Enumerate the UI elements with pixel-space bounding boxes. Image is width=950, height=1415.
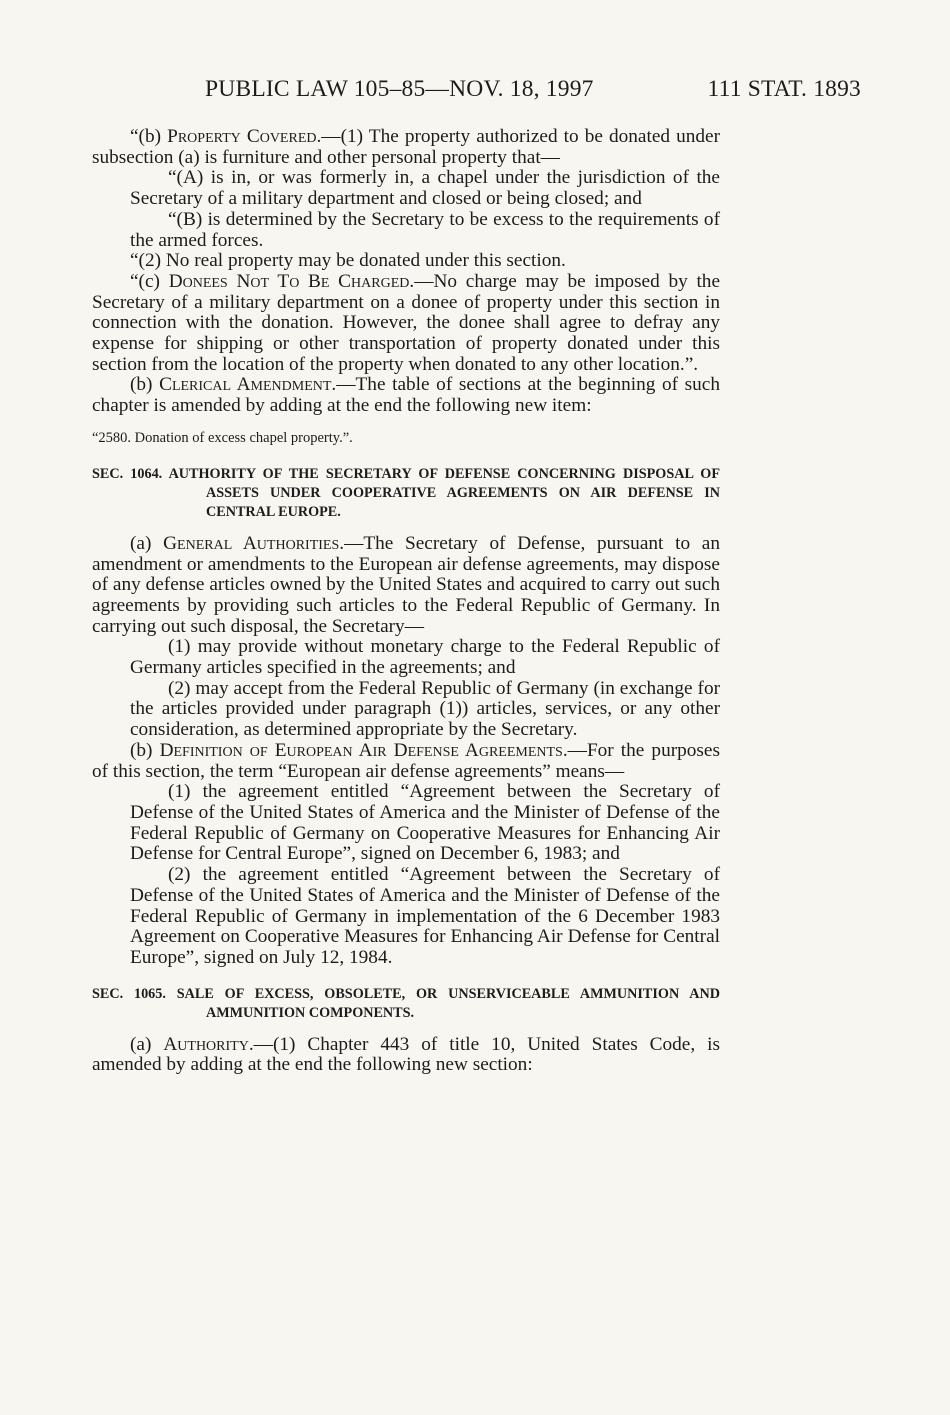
subsection-heading: Definition of European Air Defense Agreements <box>159 739 563 761</box>
paragraph-1064-b1: (1) the agreement entitled “Agreement between the Secretary of Defense of the United States of America and the Minister of Defense of the Federal Republic of Germany on Cooperative Measures for Enhancing Air Defense for Central Europe”, signed on December 6, 1983; and <box>130 781 720 865</box>
paragraph-clerical-amendment: (b) Clerical Amendment.—The table of sections at the beginning of such chapter is amended by adding at the end the following new item: <box>92 374 721 417</box>
paragraph-donees-not-charged: “(c) Donees Not To Be Charged.—No charge may be imposed by the Secretary of a military department on a donee of property under this section in connection with the donation. However, the donee shall agree to defray any expense for shipping or other transportation of property donated under this section from the location of the property when donated to any other location.”. <box>92 270 721 375</box>
section-1065-heading: SEC. 1065. SALE OF EXCESS, OBSOLETE, OR UNSERVICEABLE AMMUNITION AND AMMUNITION COMPONENTS. <box>92 985 720 1021</box>
paragraph-authority: (a) Authority.—(1) Chapter 443 of title 10, United States Code, is amended by adding at the end the following new section: <box>92 1033 720 1076</box>
subsection-heading: Clerical Amendment <box>159 374 332 396</box>
paragraph-general-authorities: (a) General Authorities.—The Secretary of Defense, pursuant to an amendment or amendments to the European air defense agreements, may dispose of any defense articles owned by the United States and acquired to carry out such agreements by providing such articles to the Federal Republic of Germany. In carrying out such disposal, the Secretary— <box>92 532 720 637</box>
paragraph-definition: (b) Definition of European Air Defense Agreements.—For the purposes of this section, the term “European air defense agreements” means— <box>92 739 720 782</box>
running-header <box>205 76 861 106</box>
paragraph-no-real-property: “(2) No real property may be donated under this section. <box>130 250 566 272</box>
statute-page-number: 111 STAT. 1893 <box>707 76 861 102</box>
section-1064-heading: SEC. 1064. AUTHORITY OF THE SECRETARY OF DEFENSE CONCERNING DISPOSAL OF ASSETS UNDER COOPERATIVE AGREEMENTS ON AIR DEFENSE IN CENTRAL EUROPE. <box>92 465 720 520</box>
document-body <box>92 127 720 1076</box>
subsection-heading: Donees Not To Be Charged <box>168 270 410 292</box>
paragraph-clause-a: “(A) is in, or was formerly in, a chapel under the jurisdiction of the Secretary of a military department and closed or being closed; and <box>130 167 720 210</box>
subsection-heading: Authority <box>163 1033 249 1055</box>
paragraph-1064-b2: (2) the agreement entitled “Agreement between the Secretary of Defense of the United States of America and the Minister of Defense of the Federal Republic of Germany in implementation of the 6 December 1983 Agreement on Cooperative Measures for Enhancing Air Defense for Central Europe”, signed on July 12, 1984. <box>130 864 720 968</box>
paragraph-1064-a2: (2) may accept from the Federal Republic of Germany (in exchange for the articles provided under paragraph (1)) articles, services, or any other consideration, as determined appropriate by the Secretary. <box>130 677 720 741</box>
subsection-heading: Property Covered <box>167 126 317 147</box>
paragraph-1064-a1: (1) may provide without monetary charge to the Federal Republic of Germany articles specified in the agreements; and <box>130 636 720 679</box>
paragraph-clause-b: “(B) is determined by the Secretary to be excess to the requirements of the armed forces. <box>130 208 720 251</box>
subsection-heading: General Authorities <box>163 532 340 554</box>
paragraph-property-covered: “(b) Property Covered.—(1) The property authorized to be donated under subsection (a) is furniture and other personal property that— <box>92 126 720 168</box>
public-law-citation: PUBLIC LAW 105–85—NOV. 18, 1997 <box>205 76 594 102</box>
table-of-sections-item: “2580. Donation of excess chapel property.”. <box>92 429 353 446</box>
